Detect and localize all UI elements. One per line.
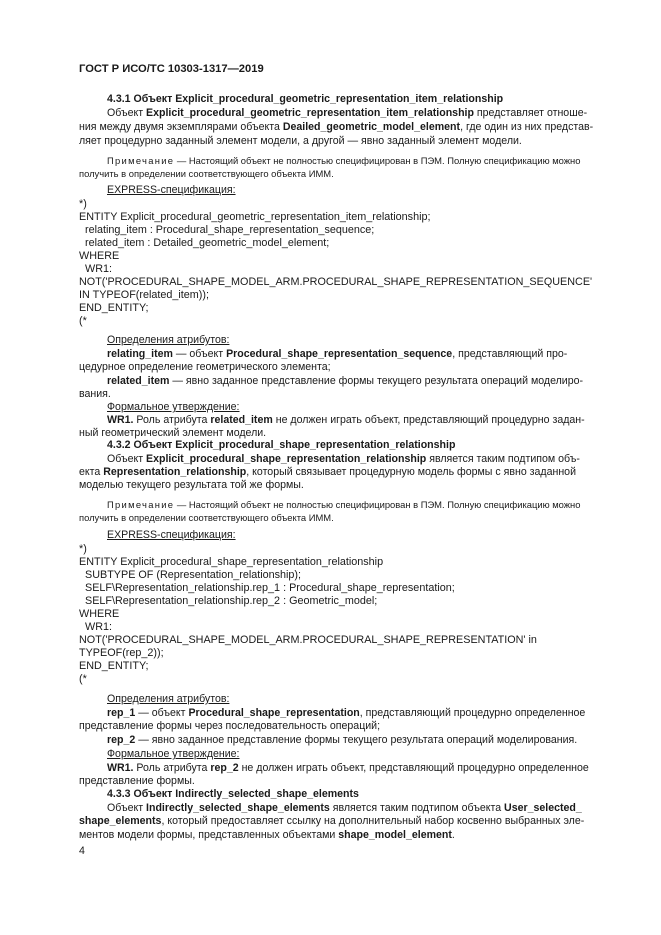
section-heading-4-3-2: 4.3.2 Объект Explicit_procedural_shape_representation_relationship (107, 439, 456, 451)
code-line: WR1: (85, 263, 112, 275)
code-line: *) (79, 198, 87, 210)
code-line: WHERE (79, 608, 120, 620)
note-line: Примечание — Настоящий объект не полностью специфицирован в ПЭМ. Полную спецификацию можно (107, 499, 581, 510)
formal-statement-label: Формальное утверждение: (107, 401, 240, 413)
paragraph-line: Объект Explicit_procedural_geometric_representation_item_relationship представляет отноше- (107, 107, 588, 119)
code-line: NOT('PROCEDURAL_SHAPE_MODEL_ARM.PROCEDURAL_SHAPE_REPRESENTATION_SEQUENCE' (79, 276, 593, 288)
code-line: SELF\Representation_relationship.rep_2 : Geometric_model; (85, 595, 378, 607)
formal-statement-label: Формальное утверждение: (107, 748, 240, 760)
attribute-line: related_item — явно заданное представление формы текущего результата операций моделиро- (107, 375, 584, 387)
code-line: (* (79, 673, 87, 685)
paragraph-line: Объект Indirectly_selected_shape_elements является таким подтипом объекта User_selected_ (107, 802, 582, 814)
attribute-line: rep_2 — явно заданное представление формы текущего результата операций моделирования. (107, 734, 578, 746)
code-line: TYPEOF(rep_2)); (79, 647, 164, 659)
paragraph-line: ляет процедурно заданный элемент модели, а другой — явно заданный элемент модели. (79, 135, 522, 147)
code-line: SUBTYPE OF (Representation_relationship); (85, 569, 302, 581)
attribute-line: цедурное определение геометрического элемента; (79, 361, 331, 373)
section-heading-4-3-1: 4.3.1 Объект Explicit_procedural_geometric_representation_item_relationship (107, 93, 504, 105)
attribute-line: вания. (79, 388, 111, 400)
rule-line: ный геометрический элемент модели. (79, 427, 267, 439)
attributes-label: Определения атрибутов: (107, 334, 230, 346)
note-line: получить в определении соответствующего объекта ИММ. (79, 168, 334, 179)
section-heading-4-3-3: 4.3.3 Объект Indirectly_selected_shape_elements (107, 788, 359, 800)
note-line: Примечание — Настоящий объект не полностью специфицирован в ПЭМ. Полную спецификацию можно (107, 155, 581, 166)
code-line: *) (79, 543, 87, 555)
attributes-label: Определения атрибутов: (107, 693, 230, 705)
paragraph-line: shape_elements, который предоставляет ссылку на дополнительный набор косвенно выбранных эле- (79, 815, 585, 827)
document-header: ГОСТ Р ИСО/ТС 10303-1317—2019 (79, 63, 264, 75)
paragraph-line: ния между двумя экземплярами объекта Deailed_geometric_model_element, где один из них представ- (79, 121, 594, 133)
code-line: IN TYPEOF(related_item)); (79, 289, 209, 301)
attribute-line: представление формы через последовательность операций; (79, 720, 381, 732)
note-label: Примечание (107, 499, 175, 510)
paragraph-line: моделью текущего результата той же формы. (79, 479, 304, 491)
paragraph-line: ментов модели формы, представленных объектами shape_model_element. (79, 829, 455, 841)
code-line: SELF\Representation_relationship.rep_1 : Procedural_shape_representation; (85, 582, 455, 594)
rule-line: WR1. Роль атрибута related_item не должен играть объект, представляющий процедурно задан- (107, 414, 585, 426)
code-line: WR1: (85, 621, 112, 633)
code-line: NOT('PROCEDURAL_SHAPE_MODEL_ARM.PROCEDURAL_SHAPE_REPRESENTATION' in (79, 634, 537, 646)
rule-line: представление формы. (79, 775, 195, 787)
code-line: ENTITY Explicit_procedural_geometric_representation_item_relationship; (79, 211, 431, 223)
code-line: ENTITY Explicit_procedural_shape_representation_relationship (79, 556, 384, 568)
paragraph-line: Объект Explicit_procedural_shape_representation_relationship является таким подтипом объ- (107, 453, 580, 465)
page-number: 4 (79, 845, 85, 857)
code-line: END_ENTITY; (79, 302, 149, 314)
attribute-line: relating_item — объект Procedural_shape_representation_sequence, представляющий про- (107, 348, 568, 360)
rule-line: WR1. Роль атрибута rep_2 не должен играть объект, представляющий процедурно определенное (107, 762, 589, 774)
code-line: (* (79, 315, 87, 327)
code-line: relating_item : Procedural_shape_representation_sequence; (85, 224, 375, 236)
paragraph-line: екта Representation_relationship, который связывает процедурную модель формы с явно заданной (79, 466, 576, 478)
code-line: WHERE (79, 250, 120, 262)
attribute-line: rep_1 — объект Procedural_shape_representation, представляющий процедурно определенное (107, 707, 586, 719)
code-line: related_item : Detailed_geometric_model_element; (85, 237, 330, 249)
code-line: END_ENTITY; (79, 660, 149, 672)
express-spec-label: EXPRESS-спецификация: (107, 184, 236, 196)
note-label: Примечание (107, 155, 175, 166)
note-line: получить в определении соответствующего объекта ИММ. (79, 512, 334, 523)
express-spec-label: EXPRESS-спецификация: (107, 529, 236, 541)
